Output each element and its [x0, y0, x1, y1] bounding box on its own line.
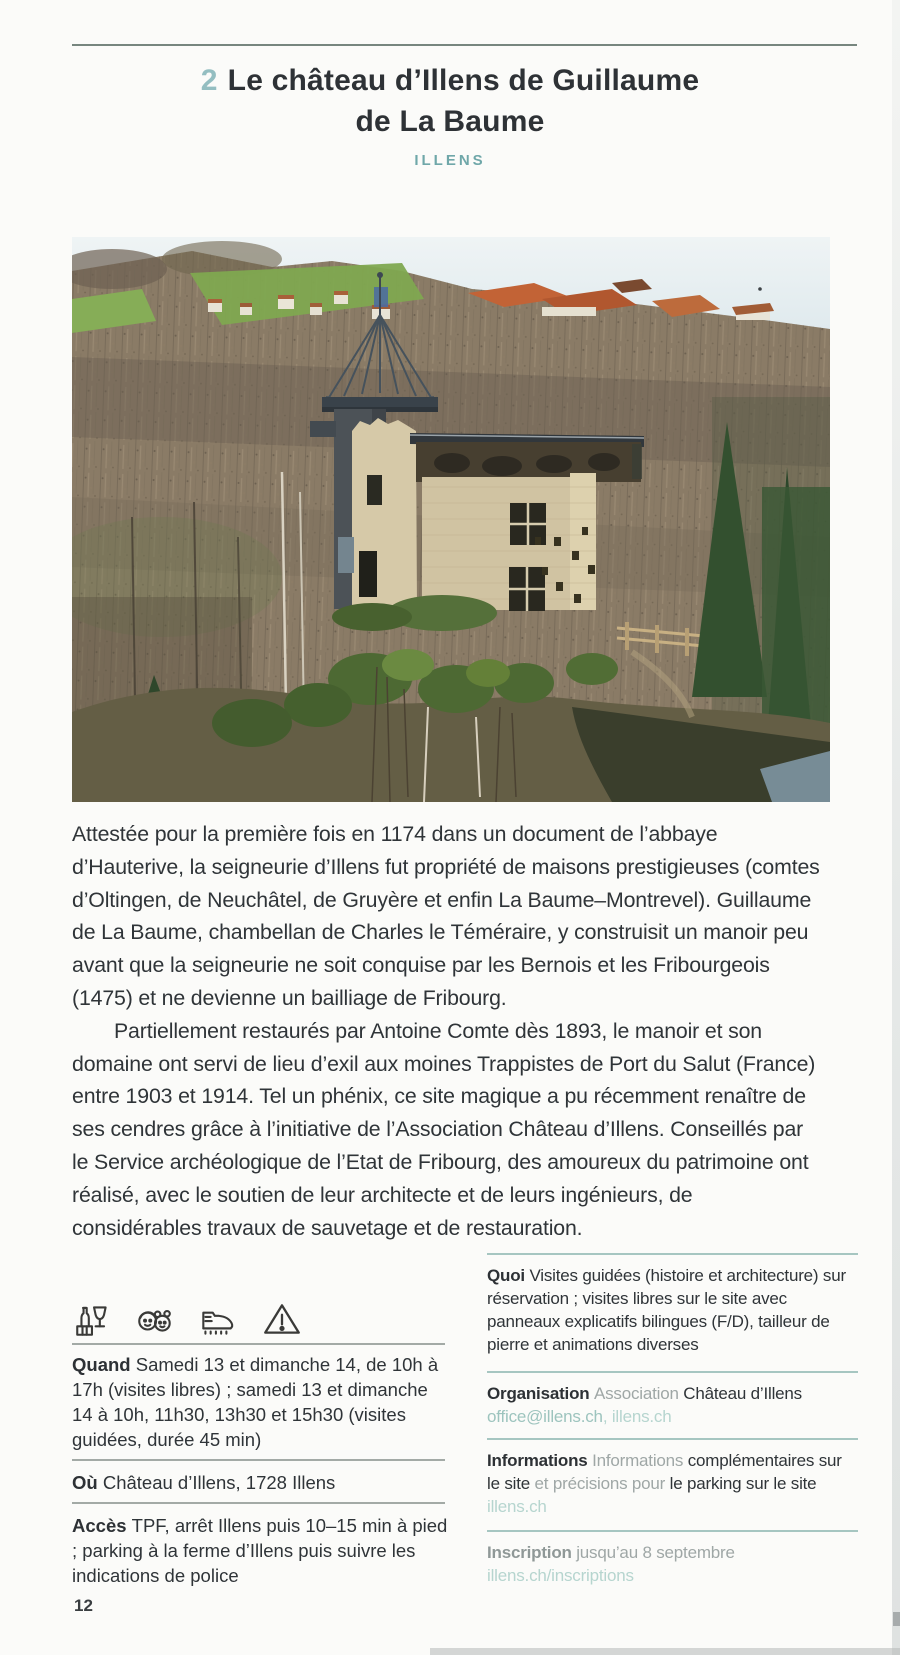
inscription-website: illens.ch/inscriptions: [487, 1566, 634, 1585]
quoi-text: Visites guidées (histoire et architecture) sur réservation ; visites libres sur le site avec panneaux explicatifs bilingues (F/D), tailleur de pierre et animations diverses: [487, 1266, 851, 1354]
quoi-label: Quoi: [487, 1266, 530, 1285]
title-line2: de La Baume: [355, 105, 545, 138]
organisation-email: office@illens.ch: [487, 1407, 603, 1426]
hiking-boot-icon: [196, 1298, 240, 1340]
food-drink-icon: [72, 1298, 114, 1340]
scan-edge-artifact: [430, 1648, 900, 1655]
children-faces-icon: [134, 1298, 176, 1340]
informations-website: illens.ch: [487, 1497, 547, 1516]
inscription-text: jusqu’au 8 septembre: [576, 1543, 735, 1562]
acces-text: TPF, arrêt Illens puis 10–15 min à pied ; parking à la ferme d’Illens puis suivre les indications de police: [72, 1515, 453, 1586]
top-rule: [72, 44, 857, 46]
organisation-association: Association: [593, 1384, 684, 1403]
practical-icons-row: [72, 1298, 304, 1340]
section-quoi: [487, 1264, 859, 1356]
informations-text-2: le parking sur le site: [669, 1474, 821, 1493]
body-text: [72, 818, 824, 1244]
informations-faded-1: Informations: [592, 1451, 688, 1470]
section-inscription: [487, 1541, 859, 1587]
organisation-label: Organisation: [487, 1384, 594, 1403]
section-ou: [72, 1470, 452, 1495]
scan-edge-artifact: [893, 1612, 900, 1626]
separator: ,: [602, 1407, 612, 1426]
divider: [72, 1343, 445, 1345]
entry-number: 2: [200, 64, 218, 97]
divider: [72, 1459, 445, 1461]
title-line1: Le château d’Illens de Guillaume: [227, 64, 700, 97]
paragraph-2: Partiellement restaurés par Antoine Comte dès 1893, le manoir et son domaine ont servi de lieu d’exil aux moines Trappistes de Port du Salut (France) entre 1903 et 1914. Tel un phénix, ce site magique a pu récemment renaître de ses cendres grâce à l’initiative de l’Association Château d’Illens. Conseillés par le Service archéologique de l’Etat de Fribourg, des amoureux du patrimoine ont réalisé, avec le soutien de leur architecte et de leurs ingénieurs, de considérables travaux de sauvetage et de restauration.: [72, 1018, 816, 1240]
divider: [72, 1502, 445, 1504]
header: [0, 60, 900, 169]
divider: [487, 1530, 858, 1532]
location-subtitle: ILLENS: [414, 152, 486, 169]
warning-icon: [260, 1298, 304, 1340]
inscription-label: Inscription: [487, 1543, 577, 1562]
page-number: 12: [74, 1596, 93, 1615]
section-informations: [487, 1449, 859, 1518]
quand-label: Quand: [72, 1354, 136, 1375]
organisation-website: illens.ch: [611, 1407, 672, 1426]
castle-photo: [72, 237, 830, 802]
page-title: [0, 60, 900, 142]
quand-text: Samedi 13 et dimanche 14, de 10h à 17h (visites libres) ; samedi 13 et dimanche 14 à 10h, 11h30, 13h30 et 15h30 (visites guidées, durée 45 min): [72, 1354, 444, 1450]
informations-text-1: complémentaires sur le site: [487, 1451, 847, 1493]
scan-edge-artifact: [892, 0, 900, 1655]
ou-label: Où: [72, 1472, 103, 1493]
divider: [487, 1253, 858, 1255]
acces-label: Accès: [72, 1515, 132, 1536]
organisation-name: Château d’Illens: [683, 1384, 802, 1403]
divider: [487, 1371, 858, 1373]
castle-photo-illustration: [72, 237, 830, 802]
section-organisation: [487, 1382, 859, 1428]
section-quand: [72, 1352, 452, 1452]
divider: [487, 1438, 858, 1440]
paragraph-1: Attestée pour la première fois en 1174 dans un document de l’abbaye d’Hauterive, la seigneurie d’Illens fut propriété de maisons prestigieuses (comtes d’Oltingen, de Neuchâtel, de Gruyère et enfin La Baume–Montrevel). Guillaume de La Baume, chambellan de Charles le Téméraire, y construisit un manoir peu avant que la seigneurie ne soit conquise par les Bernois et les Fribourgeois (1475) et ne devienne un bailliage de Fribourg.: [72, 822, 820, 1010]
section-acces: [72, 1513, 452, 1588]
ou-text: Château d’Illens, 1728 Illens: [102, 1472, 336, 1493]
informations-faded-2: et précisions pour: [534, 1474, 670, 1493]
informations-label: Informations: [487, 1451, 593, 1470]
